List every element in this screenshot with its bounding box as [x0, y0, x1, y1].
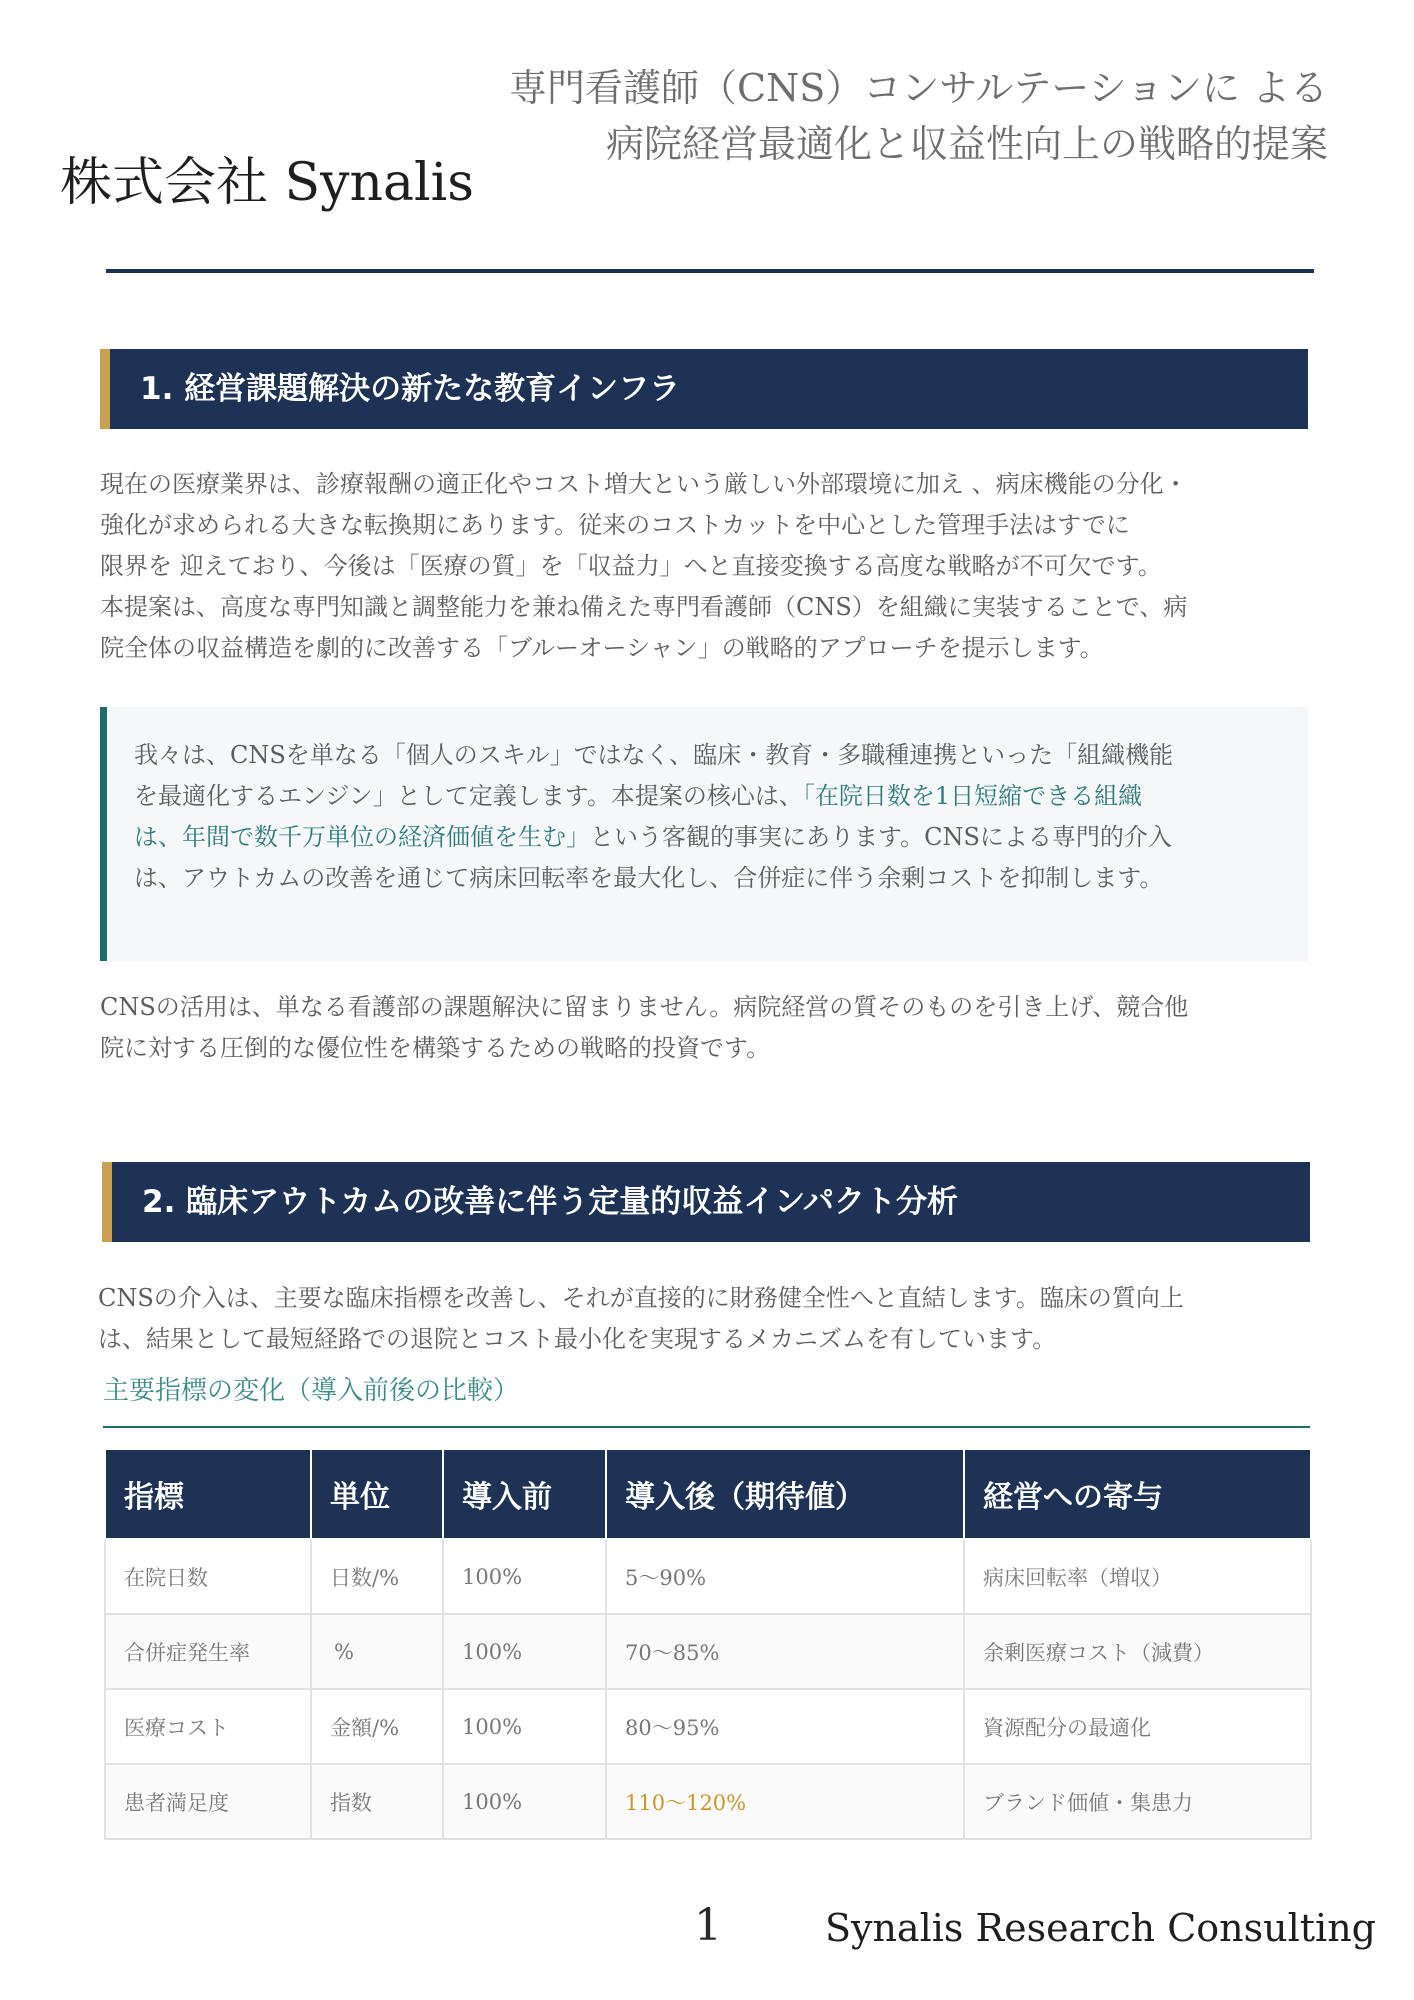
- metrics-comparison-table: [104, 1448, 1312, 1840]
- company-name: 株式会社 Synalis: [60, 153, 474, 213]
- paragraph-line: 限界を 迎えており、今後は「医療の質」を「収益力」へと直接変換する高度な戦略が不可欠です。: [100, 552, 1162, 580]
- paragraph-line: 現在の医療業界は、診療報酬の適正化やコスト増大という厳しい外部環境に加え 、病床機能の分化・: [100, 470, 1188, 498]
- callout-highlight: 「在院日数を1日短縮できる組織: [802, 782, 1143, 810]
- paragraph-line: 本提案は、高度な専門知識と調整能力を兼ね備えた専門看護師（CNS）を組織に実装することで、病: [100, 593, 1188, 621]
- callout-text: という客観的事実にあります。CNSによる専門的介入: [590, 823, 1172, 851]
- table-subheading: 主要指標の変化（導入前後の比較）: [103, 1376, 520, 1406]
- table-cell: 100%: [443, 1689, 606, 1764]
- section-2-intro: [98, 1278, 1338, 1360]
- callout-line: 我々は、CNSを単なる「個人のスキル」ではなく、臨床・教育・多職種連携といった「組織機能: [134, 741, 1174, 769]
- table-cell: 金額/%: [311, 1689, 443, 1764]
- paragraph-line: CNSの活用は、単なる看護部の課題解決に留まりません。病院経営の質そのものを引き上げ、競合他: [100, 993, 1189, 1021]
- table-cell: 100%: [443, 1764, 606, 1839]
- table-cell: 余剰医療コスト（減費）: [964, 1614, 1311, 1689]
- subheading-divider: [103, 1426, 1310, 1428]
- section-2-heading: 2. 臨床アウトカムの改善に伴う定量的収益インパクト分析: [102, 1162, 1310, 1242]
- column-header: 指標: [105, 1449, 311, 1539]
- table-cell: 100%: [443, 1539, 606, 1614]
- callout-line: [134, 776, 1308, 817]
- paragraph-line: 院全体の収益構造を劇的に改善する「ブルーオーシャン」の戦略的アプローチを提示します。: [100, 634, 1104, 662]
- table-cell: 在院日数: [105, 1539, 311, 1614]
- column-header: 導入後（期待値）: [606, 1449, 964, 1539]
- section-1-heading: 1. 経営課題解決の新たな教育インフラ: [100, 349, 1308, 429]
- table-row: [105, 1539, 1311, 1614]
- page-number: 1: [694, 1900, 722, 1951]
- header-divider: [106, 269, 1314, 273]
- table-row: [105, 1764, 1311, 1839]
- table-cell: 合併症発生率: [105, 1614, 311, 1689]
- callout-line: [134, 817, 1308, 858]
- table-cell-highlight: 110〜120%: [606, 1764, 964, 1839]
- table-cell: %: [311, 1614, 443, 1689]
- paragraph-line: は、結果として最短経路での退院とコスト最小化を実現するメカニズムを有しています。: [98, 1325, 1057, 1353]
- footer-brand: Synalis Research Consulting: [824, 1906, 1376, 1950]
- table-cell: ブランド価値・集患力: [964, 1764, 1311, 1839]
- table-cell: 患者満足度: [105, 1764, 311, 1839]
- callout-highlight: は、年間で数千万単位の経済価値を生む」: [134, 823, 590, 851]
- column-header: 単位: [311, 1449, 443, 1539]
- table-cell: 病床回転率（増収）: [964, 1539, 1311, 1614]
- paragraph-line: 院に対する圧倒的な優位性を構築するための戦略的投資です。: [100, 1034, 771, 1062]
- paragraph-line: CNSの介入は、主要な臨床指標を改善し、それが直接的に財務健全性へと直結します。臨床の質向上: [98, 1284, 1184, 1312]
- table-row: [105, 1614, 1311, 1689]
- table-cell: 日数/%: [311, 1539, 443, 1614]
- key-message-callout: [100, 707, 1308, 961]
- section-1-closing: [100, 987, 1340, 1069]
- callout-line: は、アウトカムの改善を通じて病床回転率を最大化し、合併症に伴う余剰コストを抑制します。: [134, 864, 1164, 892]
- document-title-line-2: 病院経営最適化と収益性向上の戦略的提案: [605, 122, 1328, 166]
- table-cell: 5〜90%: [606, 1539, 964, 1614]
- table-row: [105, 1689, 1311, 1764]
- column-header: 経営への寄与: [964, 1449, 1311, 1539]
- document-title: [509, 60, 1328, 172]
- table-cell: 指数: [311, 1764, 443, 1839]
- column-header: 導入前: [443, 1449, 606, 1539]
- table-cell: 80〜95%: [606, 1689, 964, 1764]
- section-1-intro: [100, 464, 1340, 669]
- table-cell: 資源配分の最適化: [964, 1689, 1311, 1764]
- table-header-row: [105, 1449, 1311, 1539]
- table-cell: 70〜85%: [606, 1614, 964, 1689]
- document-title-line-1: 専門看護師（CNS）コンサルテーションに よる: [508, 66, 1328, 110]
- paragraph-line: 強化が求められる大きな転換期にあります。従来のコストカットを中心とした管理手法はすでに: [100, 511, 1130, 539]
- table-cell: 100%: [443, 1614, 606, 1689]
- callout-text: を最適化するエンジン」として定義します。本提案の核心は、: [134, 782, 803, 810]
- table-cell: 医療コスト: [105, 1689, 311, 1764]
